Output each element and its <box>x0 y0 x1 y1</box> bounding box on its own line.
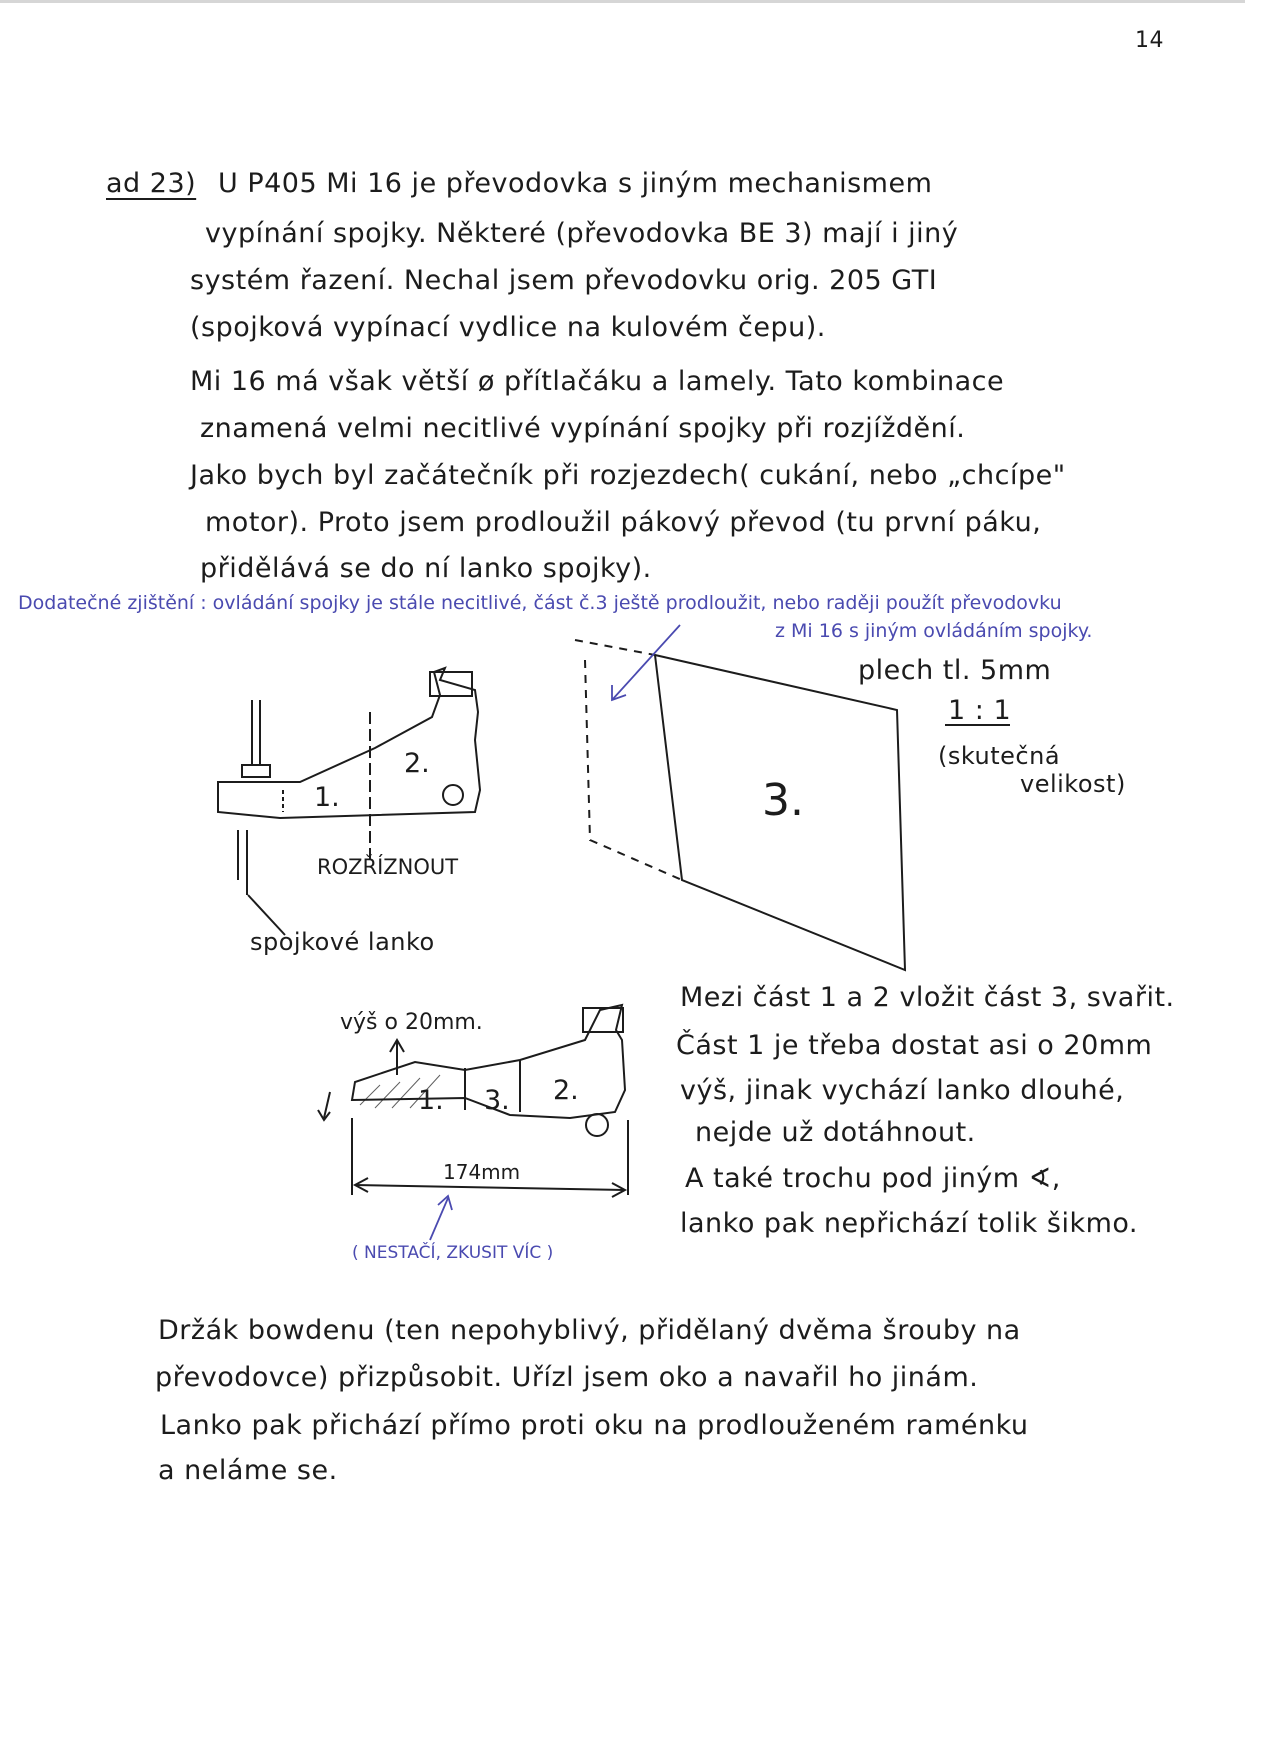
bottom-paragraph-line-2: převodovce) přizpůsobit. Uřízl jsem oko a navařil ho jinám. <box>155 1362 979 1393</box>
right-paragraph-line-3: výš, jinak vychází lanko dlouhé, <box>680 1075 1125 1106</box>
paragraph1-line-3: systém řazení. Nechal jsem převodovku orig. 205 GTI <box>190 265 938 296</box>
right-paragraph-line-5: A také trochu pod jiným ∢, <box>685 1163 1061 1194</box>
length-label: 174mm <box>443 1160 521 1184</box>
scale-label: 1 : 1 <box>948 695 1012 726</box>
paragraph1-line-9: přidělává se do ní lanko spojky). <box>200 553 652 584</box>
fig3-part-2-label: 2. <box>553 1075 579 1106</box>
pointer-arrow-note <box>612 625 680 700</box>
paragraph1-line-6: znamená velmi necitlivé vypínání spojky při rozjíždění. <box>200 413 966 444</box>
material-label: plech tl. 5mm <box>858 655 1052 686</box>
section-label: ad 23) <box>106 168 197 199</box>
paragraph1-line-2: vypínání spojky. Některé (převodovka BE 3) mají i jiný <box>205 218 959 249</box>
right-paragraph-line-1: Mezi část 1 a 2 vložit část 3, svařit. <box>680 982 1175 1013</box>
bottom-paragraph-line-3: Lanko pak přichází přímo proti oku na prodlouženém raménku <box>160 1410 1029 1441</box>
paragraph1-line-1: U P405 Mi 16 je převodovka s jiným mechanismem <box>218 168 933 199</box>
fig3-part-1-label: 1. <box>418 1085 444 1116</box>
bottom-paragraph-line-1: Držák bowdenu (ten nepohyblivý, přidělaný dvěma šrouby na <box>158 1315 1021 1346</box>
plate-part-3-sketch <box>575 640 905 970</box>
paragraph1-line-8: motor). Proto jsem prodloužil pákový převod (tu první páku, <box>205 507 1042 538</box>
cut-label: ROZŘÍZNOUT <box>317 855 459 879</box>
fig3-part-3-label: 3. <box>484 1085 510 1116</box>
scale-note-2: velikost) <box>1020 770 1126 798</box>
right-paragraph-line-6: lanko pak nepřichází tolik šikmo. <box>680 1208 1139 1239</box>
right-paragraph-line-2: Část 1 je třeba dostat asi o 20mm <box>676 1030 1153 1061</box>
page-number: 14 <box>1135 28 1164 53</box>
bottom-paragraph-line-4: a neláme se. <box>158 1455 338 1486</box>
fig1-part-1-label: 1. <box>314 782 340 813</box>
fig1-part-2-label: 2. <box>404 748 430 779</box>
paragraph1-line-5: Mi 16 má však větší ø přítlačáku a lamely. Tato kombinace <box>190 366 1005 397</box>
additional-note-line-2: z Mi 16 s jiným ovládáním spojky. <box>775 620 1093 642</box>
additional-note-line-1: Dodatečné zjištění : ovládání spojky je stále necitlivé, část č.3 ještě prodloužit, nebo raději použít převodovku <box>18 592 1062 614</box>
height-label: výš o 20mm. <box>340 1010 483 1035</box>
pointer-arrow-174 <box>430 1196 452 1240</box>
right-paragraph-line-4: nejde už dotáhnout. <box>695 1117 976 1148</box>
paragraph1-line-7: Jako bych byl začátečník při rozjezdech( cukání, nebo „chcípe" <box>190 460 1066 491</box>
length-insufficient-note: ( NESTAČÍ, ZKUSIT VÍC ) <box>352 1243 554 1263</box>
paragraph1-line-4: (spojková vypínací vydlice na kulovém čepu). <box>190 312 826 343</box>
clutch-cable-label: spojkové lanko <box>250 928 435 956</box>
scale-note-1: (skutečná <box>938 742 1061 770</box>
lever-sketch-original <box>218 668 480 935</box>
plate-part-3-label: 3. <box>762 775 804 826</box>
